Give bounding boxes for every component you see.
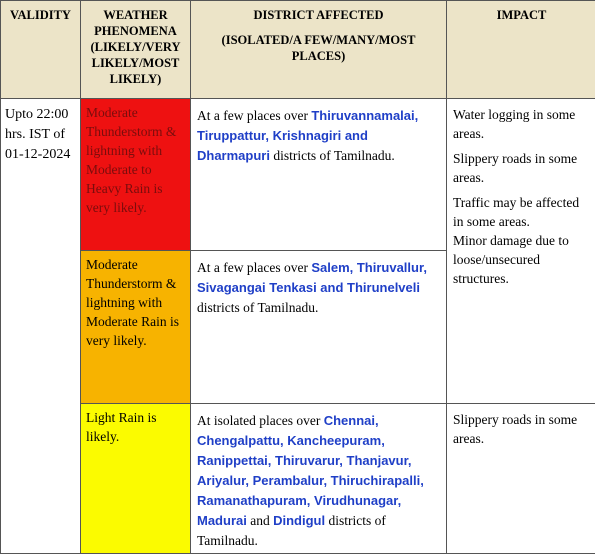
- header-phenomena: WEATHER PHENOMENA (LIKELY/VERY LIKELY/MOST LIKELY): [81, 1, 191, 99]
- district-cell: At a few places over Thiruvannamalai, Tiruppattur, Krishnagiri and Dharmapuri districts of Tamilnadu.: [191, 99, 447, 251]
- table-row: [1, 99, 595, 251]
- district-cell: At a few places over Salem, Thiruvallur, Sivagangai Tenkasi and Thirunelveli districts of Tamilnadu.: [191, 251, 447, 404]
- header-district-subtitle: (ISOLATED/A FEW/MANY/MOST PLACES): [194, 32, 443, 64]
- header-validity: VALIDITY: [1, 1, 81, 99]
- header-impact: IMPACT: [447, 1, 595, 99]
- header-row: [1, 1, 595, 99]
- phenomena-cell-yellow: Light Rain is likely.: [81, 404, 191, 554]
- district-list: Thiruvannamalai, Tiruppattur, Krishnagiri and Dharmapuri: [197, 108, 418, 163]
- header-district: [191, 1, 447, 99]
- table-row: [1, 404, 595, 554]
- impact-cell: Water logging in some areas. Slippery roads in some areas. Traffic may be affected in some areas. Minor damage due to loose/unsecured structures.: [447, 99, 595, 404]
- header-district-title: DISTRICT AFFECTED: [194, 7, 443, 23]
- district-list: Chennai, Chengalpattu, Kancheepuram, Ranippettai, Thiruvarur, Thanjavur, Ariyalur, Perambalur, Thiruchirapalli, Ramanathapuram, Virudhunagar, Madurai: [197, 413, 424, 528]
- phenomena-cell-orange: Moderate Thunderstorm & lightning with Moderate Rain is very likely.: [81, 251, 191, 404]
- impact-cell: Slippery roads in some areas.: [447, 404, 595, 554]
- validity-cell: Upto 22:00 hrs. IST of 01-12-2024: [1, 99, 81, 554]
- district-list-last: Dindigul: [273, 513, 325, 528]
- district-cell: At isolated places over Chennai, Chengalpattu, Kancheepuram, Ranippettai, Thiruvarur, Thanjavur, Ariyalur, Perambalur, Thiruchirapalli, Ramanathapuram, Virudhunagar, Madurai and Dindigul districts of Tamilnadu.: [191, 404, 447, 554]
- phenomena-cell-red: Moderate Thunderstorm & lightning with Moderate to Heavy Rain is very likely.: [81, 99, 191, 251]
- district-list: Salem, Thiruvallur, Sivagangai Tenkasi and Thirunelveli: [197, 260, 427, 295]
